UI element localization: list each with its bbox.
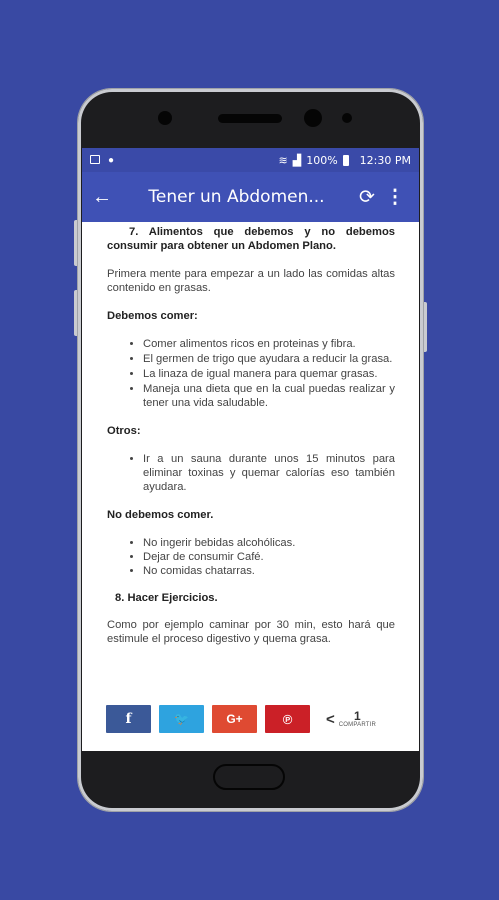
list-item: • No comidas chatarras. <box>143 564 395 578</box>
facebook-share-button[interactable] <box>106 705 151 733</box>
front-camera <box>304 109 322 127</box>
no-debemos-list <box>107 536 395 578</box>
clock: 12:30 PM <box>359 153 411 167</box>
refresh-icon[interactable]: ⟳ <box>359 186 375 208</box>
more-vert-icon[interactable]: ⋮ <box>385 186 405 208</box>
pinterest-share-button[interactable] <box>265 705 310 733</box>
share-count-label: COMPARTIR <box>338 722 377 728</box>
pinterest-icon: ℗ <box>282 711 293 727</box>
list-item: • No ingerir bebidas alcohólicas. <box>143 536 395 550</box>
share-bar <box>82 687 419 751</box>
facebook-icon: f <box>125 711 132 727</box>
share-count-number: 1 <box>354 709 361 723</box>
status-bar <box>82 148 419 172</box>
share-icon[interactable]: < <box>326 710 335 728</box>
share-count <box>339 710 376 728</box>
battery-icon <box>343 155 349 166</box>
list-item: • Maneja una dieta que en la cual puedas realizar y tener una vida saludable. <box>143 382 395 410</box>
page-title: Tener un Abdomen... <box>148 187 325 207</box>
debemos-list <box>107 337 395 410</box>
chat-notification-icon: ● <box>108 154 115 166</box>
section-7-title: 7. Alimentos que debemos y no debemos consumir para obtener un Abdomen Plano. <box>107 226 395 252</box>
debemos-heading: Debemos comer: <box>107 310 198 322</box>
list-item: • Comer alimentos ricos en proteinas y fibra. <box>143 337 395 351</box>
proximity-sensor <box>342 113 352 123</box>
section-8-title: 8. Hacer Ejercicios. <box>115 592 218 604</box>
intro-paragraph: Primera mente para empezar a un lado las comidas altas contenido en grasas. <box>107 268 395 294</box>
wifi-icon: ≋ <box>278 153 288 167</box>
back-arrow-icon[interactable]: ← <box>92 185 112 208</box>
phone-frame <box>78 89 423 811</box>
home-button[interactable] <box>213 764 285 790</box>
signal-icon: ▟ <box>292 153 302 167</box>
earpiece-speaker <box>218 114 282 123</box>
battery-percent: 100% <box>306 153 338 167</box>
front-sensor <box>158 111 172 125</box>
app-bar <box>82 172 419 222</box>
list-item: • La linaza de igual manera para quemar grasas. <box>143 367 395 381</box>
no-debemos-heading: No debemos comer. <box>107 509 214 521</box>
section-8-paragraph: Como por ejemplo caminar por 30 min, esto hará que estimule el proceso digestivo y quema grasa. <box>107 619 395 645</box>
google-plus-icon: G+ <box>226 712 243 726</box>
list-item: • El germen de trigo que ayudara a reducir la grasa. <box>143 352 395 366</box>
gallery-notification-icon <box>90 155 100 164</box>
list-item: • Ir a un sauna durante unos 15 minutos para eliminar toxinas y quemar calorías eso también ayudara. <box>143 452 395 494</box>
twitter-share-button[interactable] <box>159 705 204 733</box>
google-plus-share-button[interactable] <box>212 705 257 733</box>
list-item: • Dejar de consumir Café. <box>143 550 395 564</box>
screen <box>82 148 419 751</box>
twitter-icon: 🐦 <box>174 712 189 726</box>
otros-list <box>107 452 395 494</box>
article-content[interactable] <box>82 222 419 687</box>
otros-heading: Otros: <box>107 425 141 437</box>
